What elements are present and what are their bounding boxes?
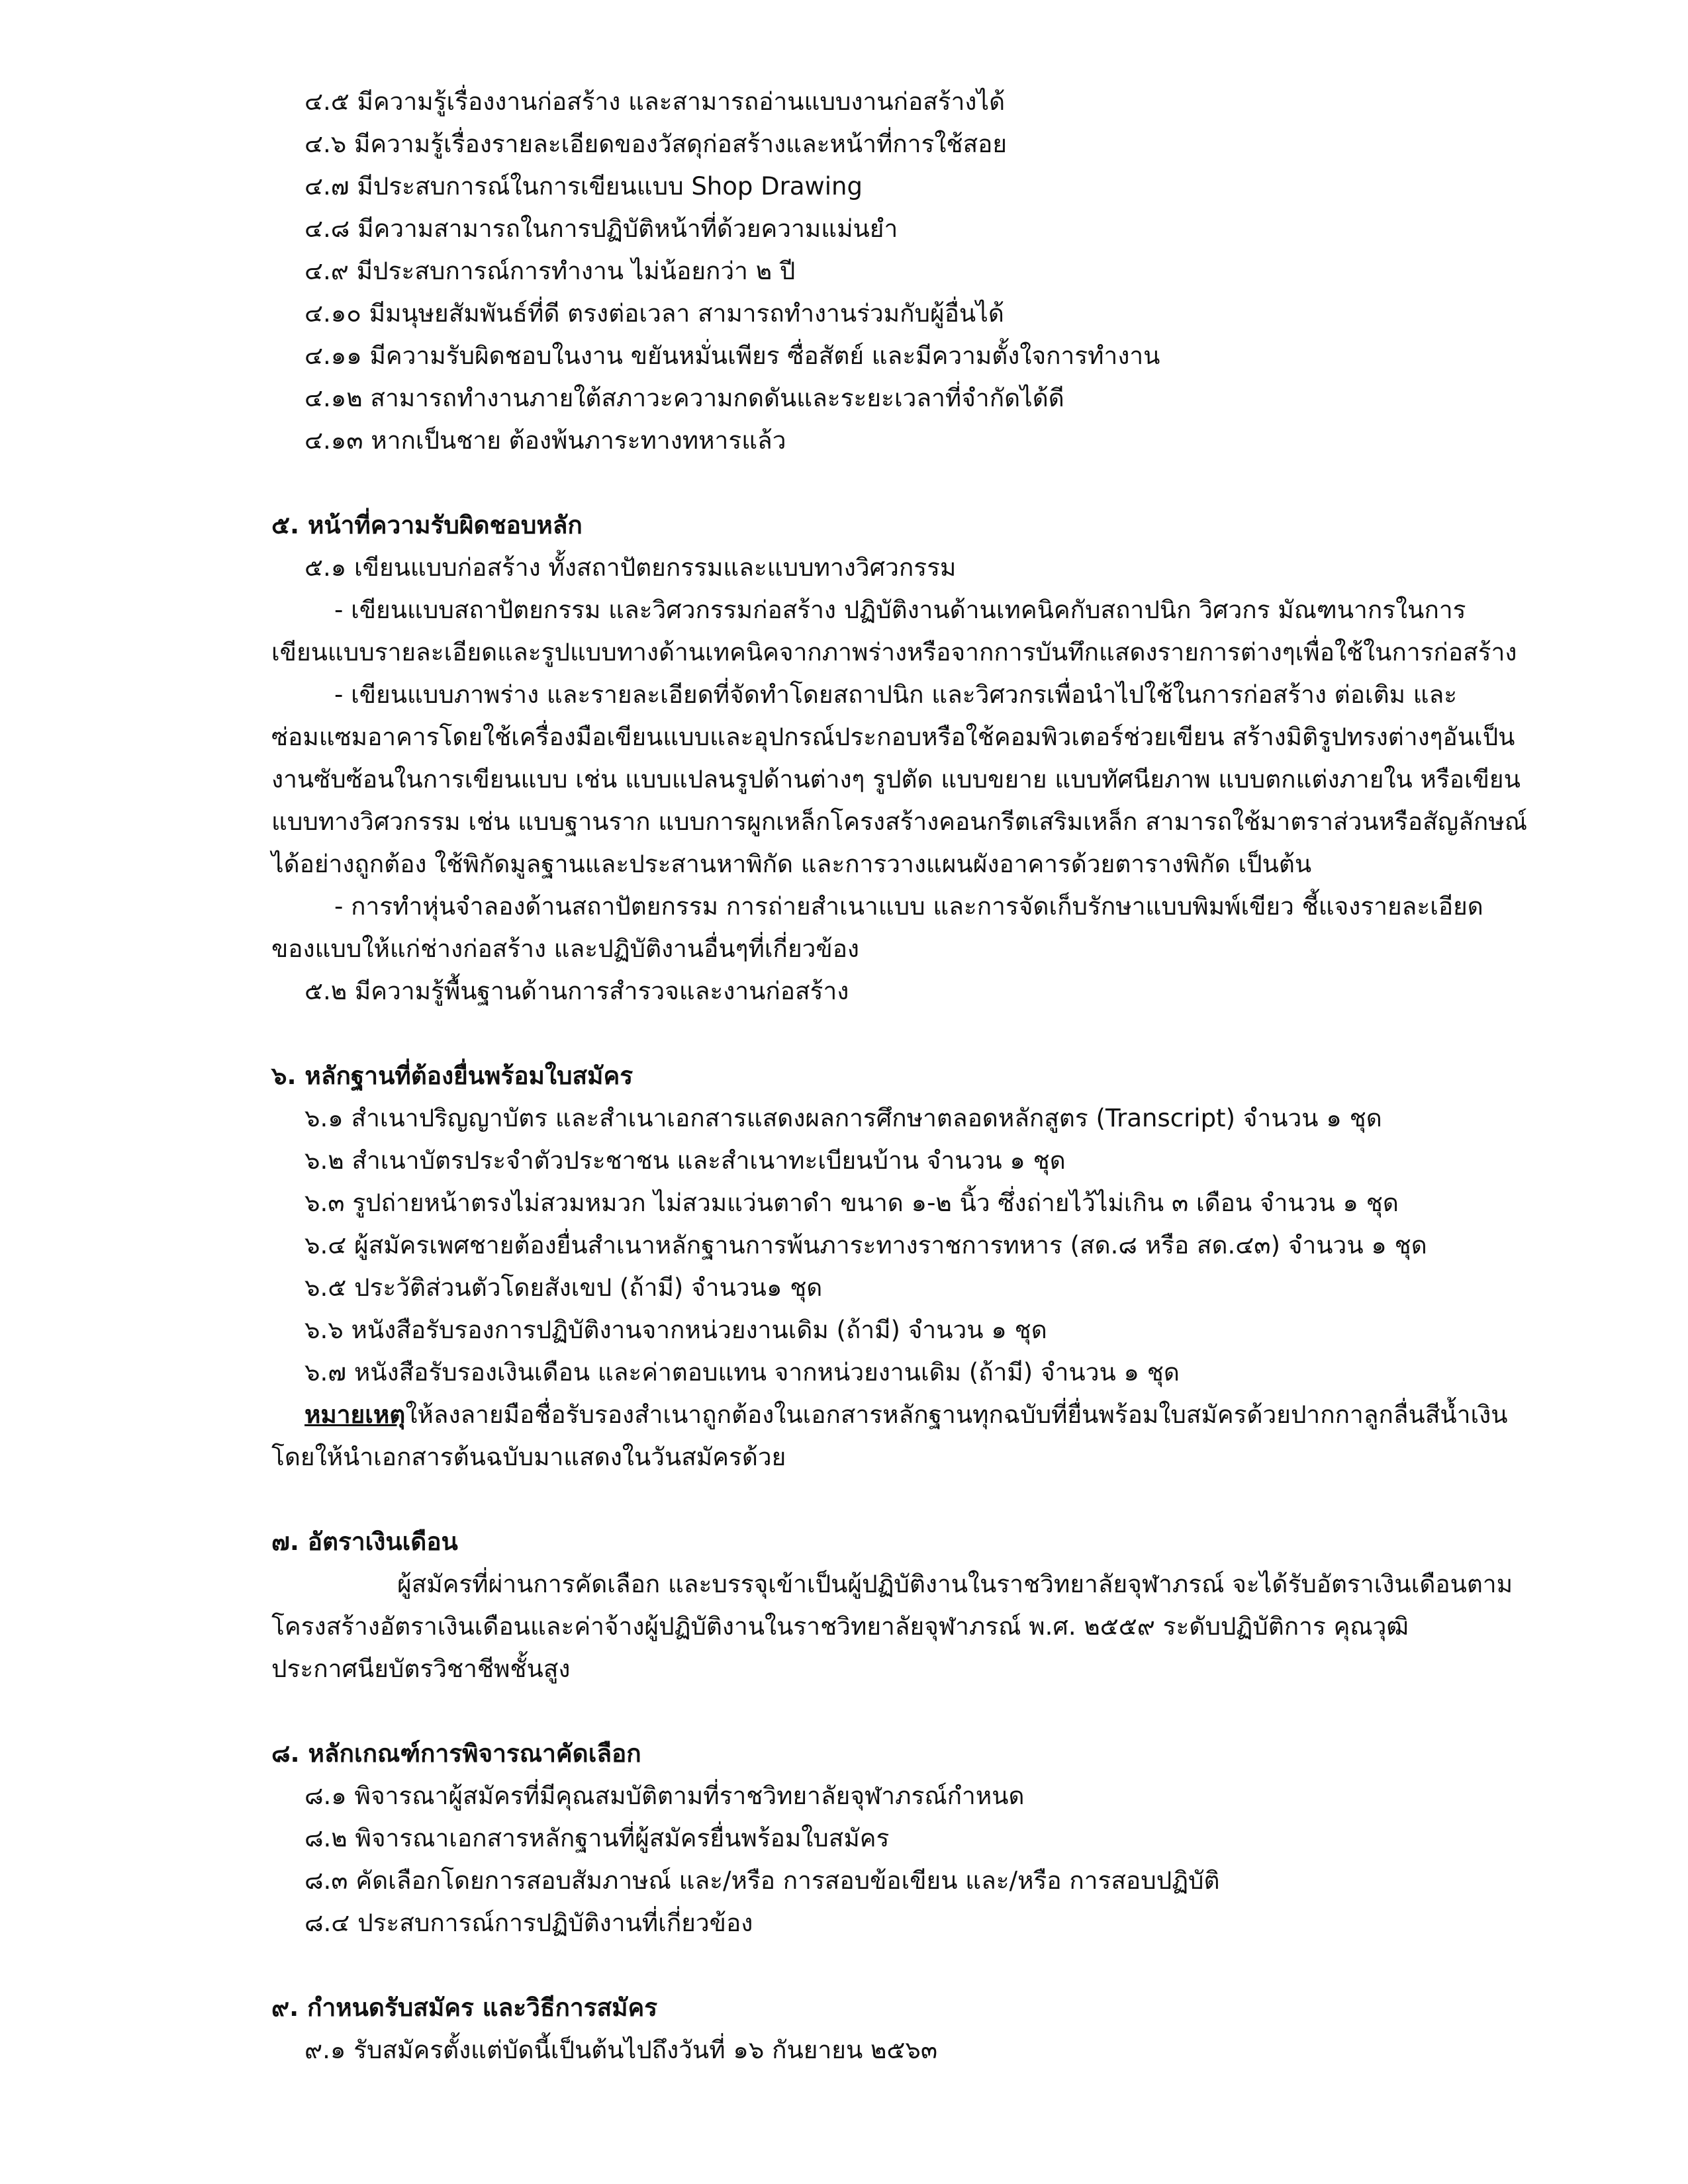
section8-heading: ๘. หลักเกณฑ์การพิจารณาคัดเลือก: [271, 1739, 641, 1768]
section5-bullet2-line5: ได้อย่างถูกต้อง ใช้พิกัดมูลฐานและประสานหาพิกัด และการวางแผนผังอาคารด้วยตารางพิกัด เป็นต้น: [271, 850, 1312, 878]
section7-line2: โครงสร้างอัตราเงินเดือนและค่าจ้างผู้ปฏิบัติงานในราชวิทยาลัยจุฬาภรณ์ พ.ศ. ๒๕๕๙ ระดับปฏิบัติการ คุณวุฒิ: [271, 1612, 1409, 1641]
section7-line1: ผู้สมัครที่ผ่านการคัดเลือก และบรรจุเข้าเป็นผู้ปฏิบัติงานในราชวิทยาลัยจุฬาภรณ์ จะได้รับอัตราเงินเดือนตาม: [397, 1570, 1513, 1598]
section8-item-8-1: ๘.๑ พิจารณาผู้สมัครที่มีคุณสมบัติตามที่ราชวิทยาลัยจุฬาภรณ์กำหนด: [305, 1782, 1025, 1810]
section5-bullet2-line2: ซ่อมแซมอาคารโดยใช้เครื่องมือเขียนแบบและอุปกรณ์ประกอบหรือใช้คอมพิวเตอร์ช่วยเขียน สร้างมิติรูปทรงต่างๆอันเป็น: [271, 723, 1515, 751]
section6-heading: ๖. หลักฐานที่ต้องยื่นพร้อมใบสมัคร: [271, 1062, 633, 1090]
section4-item-4-13: ๔.๑๓ หากเป็นชาย ต้องพ้นภาระทางทหารแล้ว: [305, 426, 786, 455]
section5-bullet2-line3: งานซับซ้อนในการเขียนแบบ เช่น แบบแปลนรูปด้านต่างๆ รูปตัด แบบขยาย แบบทัศนียภาพ แบบตกแต่งภายใน หรือเขียน: [271, 765, 1521, 794]
section6-item-6-2: ๖.๒ สำเนาบัตรประจำตัวประชาชน และสำเนาทะเบียนบ้าน จำนวน ๑ ชุด: [305, 1146, 1066, 1175]
section5-item-5-2: ๕.๒ มีความรู้พื้นฐานด้านการสำรวจและงานก่อสร้าง: [305, 977, 849, 1005]
section6-item-6-3: ๖.๓ รูปถ่ายหน้าตรงไม่สวมหมวก ไม่สวมแว่นตาดำ ขนาด ๑-๒ นิ้ว ซึ่งถ่ายไว้ไม่เกิน ๓ เดือน จำนวน ๑ ชุด: [305, 1189, 1399, 1217]
section5-bullet1-line1: - เขียนแบบสถาปัตยกรรม และวิศวกรรมก่อสร้าง ปฏิบัติงานด้านเทคนิคกับสถาปนิก วิศวกร มัณฑนากรในการ: [334, 596, 1466, 624]
section4-item-4-9: ๔.๙ มีประสบการณ์การทำงาน ไม่น้อยกว่า ๒ ปี: [305, 257, 796, 285]
section6-note-line1: [305, 1399, 1508, 1431]
section7-line3: ประกาศนียบัตรวิชาชีพชั้นสูง: [271, 1655, 571, 1683]
section9-item-9-1: ๙.๑ รับสมัครตั้งแต่บัดนี้เป็นต้นไปถึงวันที่ ๑๖ กันยายน ๒๕๖๓: [305, 2036, 938, 2064]
section4-item-4-10: ๔.๑๐ มีมนุษยสัมพันธ์ที่ดี ตรงต่อเวลา สามารถทำงานร่วมกับผู้อื่นได้: [305, 299, 1004, 328]
section5-bullet3-line2: ของแบบให้แก่ช่างก่อสร้าง และปฏิบัติงานอื่นๆที่เกี่ยวข้อง: [271, 934, 859, 963]
section5-bullet1-line2: เขียนแบบรายละเอียดและรูปแบบทางด้านเทคนิคจากภาพร่างหรือจากการบันทึกแสดงรายการต่างๆเพื่อใช้ในการก่อสร้าง: [271, 638, 1517, 666]
section4-item-4-12: ๔.๑๒ สามารถทำงานภายใต้สภาวะความกดดันและระยะเวลาที่จำกัดได้ดี: [305, 384, 1064, 412]
section5-heading: ๕. หน้าที่ความรับผิดชอบหลัก: [271, 511, 583, 539]
section8-item-8-3: ๘.๓ คัดเลือกโดยการสอบสัมภาษณ์ และ/หรือ การสอบข้อเขียน และ/หรือ การสอบปฏิบัติ: [305, 1866, 1220, 1895]
section6-note-label: หมายเหตุ: [305, 1400, 406, 1429]
section8-item-8-4: ๘.๔ ประสบการณ์การปฏิบัติงานที่เกี่ยวข้อง: [305, 1909, 753, 1937]
section5-bullet2-line4: แบบทางวิศวกรรม เช่น แบบฐานราก แบบการผูกเหล็กโครงสร้างคอนกรีตเสริมเหล็ก สามารถใช้มาตราส่วนหรือสัญลักษณ์: [271, 807, 1528, 836]
section8-item-8-2: ๘.๒ พิจารณาเอกสารหลักฐานที่ผู้สมัครยื่นพร้อมใบสมัคร: [305, 1824, 890, 1852]
section5-item-5-1: ๕.๑ เขียนแบบก่อสร้าง ทั้งสถาปัตยกรรมและแบบทางวิศวกรรม: [305, 553, 957, 582]
section6-item-6-5: ๖.๕ ประวัติส่วนตัวโดยสังเขป (ถ้ามี) จำนวน๑ ชุด: [305, 1273, 823, 1302]
section9-heading: ๙. กำหนดรับสมัคร และวิธีการสมัคร: [271, 1993, 658, 2022]
section4-item-4-8: ๔.๘ มีความสามารถในการปฏิบัติหน้าที่ด้วยความแม่นยำ: [305, 214, 898, 243]
section5-bullet2-line1: - เขียนแบบภาพร่าง และรายละเอียดที่จัดทำโดยสถาปนิก และวิศวกรเพื่อนำไปใช้ในการก่อสร้าง ต่อเติม และ: [334, 680, 1458, 709]
section4-item-4-11: ๔.๑๑ มีความรับผิดชอบในงาน ขยันหมั่นเพียร ซื่อสัตย์ และมีความตั้งใจการทำงาน: [305, 341, 1160, 370]
section7-heading: ๗. อัตราเงินเดือน: [271, 1527, 458, 1556]
section5-bullet3-line1: - การทำหุ่นจำลองด้านสถาปัตยกรรม การถ่ายสำเนาแบบ และการจัดเก็บรักษาแบบพิมพ์เขียว ชี้แจงรายละเอียด: [334, 892, 1483, 921]
section6-item-6-4: ๖.๔ ผู้สมัครเพศชายต้องยื่นสำเนาหลักฐานการพ้นภาระทางราชการทหาร (สด.๘ หรือ สด.๔๓) จำนวน ๑ ชุด: [305, 1231, 1427, 1259]
section4-item-4-6: ๔.๖ มีความรู้เรื่องรายละเอียดของวัสดุก่อสร้างและหน้าที่การใช้สอย: [305, 130, 1008, 158]
section6-item-6-7: ๖.๗ หนังสือรับรองเงินเดือน และค่าตอบแทน จากหน่วยงานเดิม (ถ้ามี) จำนวน ๑ ชุด: [305, 1358, 1180, 1387]
section4-item-4-5: ๔.๕ มีความรู้เรื่องงานก่อสร้าง และสามารถอ่านแบบงานก่อสร้างได้: [305, 87, 1006, 116]
section4-item-4-7: ๔.๗ มีประสบการณ์ในการเขียนแบบ Shop Drawing: [305, 172, 863, 201]
section6-note-line2: โดยให้นำเอกสารต้นฉบับมาแสดงในวันสมัครด้วย: [271, 1443, 786, 1471]
section6-item-6-6: ๖.๖ หนังสือรับรองการปฏิบัติงานจากหน่วยงานเดิม (ถ้ามี) จำนวน ๑ ชุด: [305, 1316, 1047, 1344]
section6-note-text: ให้ลงลายมือชื่อรับรองสำเนาถูกต้องในเอกสารหลักฐานทุกฉบับที่ยื่นพร้อมใบสมัครด้วยปากกาลูกลื่นสีน้ำเงิน: [405, 1400, 1508, 1429]
section6-item-6-1: ๖.๑ สำเนาปริญญาบัตร และสำเนาเอกสารแสดงผลการศึกษาตลอดหลักสูตร (Transcript) จำนวน ๑ ชุด: [305, 1104, 1382, 1132]
